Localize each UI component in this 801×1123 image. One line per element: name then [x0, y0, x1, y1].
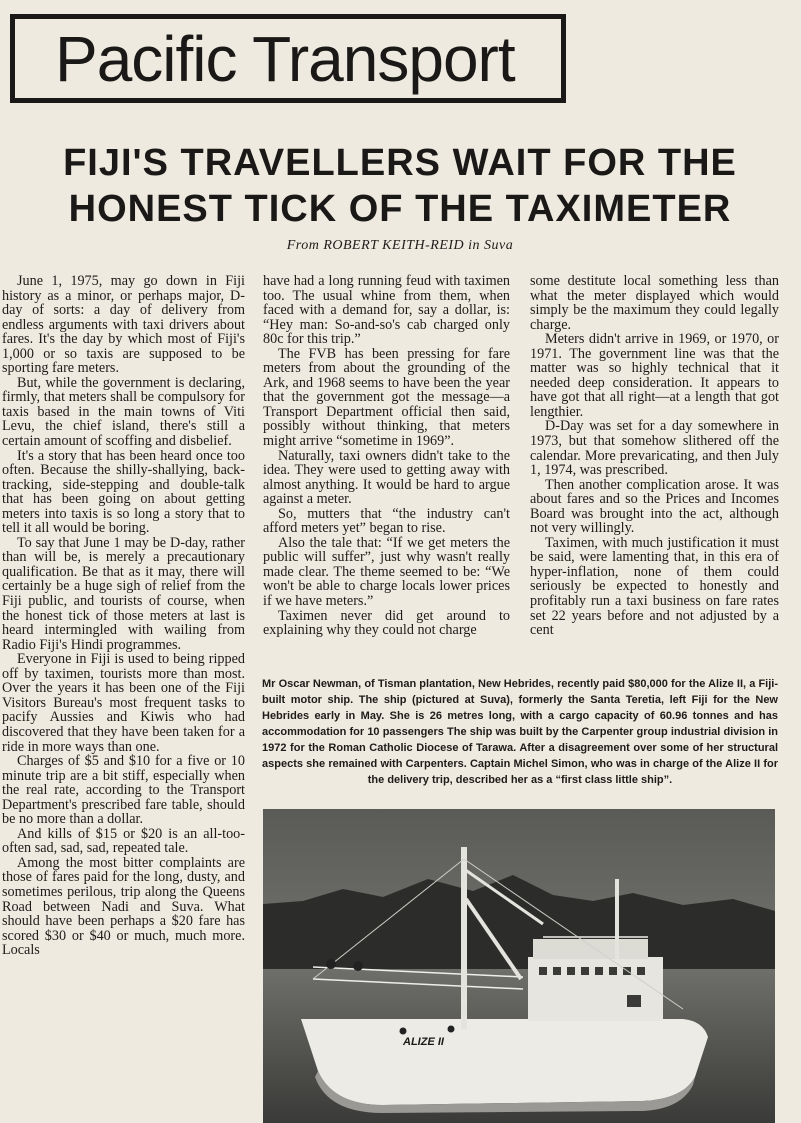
- paragraph: Then another complication arose. It was about fares and so the Prices and Incomes Board was brought into the act, although not very willingly.: [530, 476, 779, 537]
- ship-hull: [301, 1019, 708, 1105]
- section-title: Pacific Transport: [55, 22, 515, 95]
- paragraph: Charges of $5 and $10 for a five or 10 minute trip are a bit stiff, especially when the real rate, according to the Transport Department's prescribed fare table, should be no more than a dollar.: [2, 753, 245, 828]
- article-byline: From ROBERT KEITH-REID in Suva: [286, 238, 514, 253]
- article-column-2: [263, 274, 510, 664]
- paragraph: And kills of $15 or $20 is an all-too-often sad, sad, sad, repeated tale.: [2, 825, 245, 857]
- paragraph: June 1, 1975, may go down in Fiji history as a minor, or perhaps major, D-day of sorts: a day of delivery from endless arguments with taxi drivers about fares. It's the day by which most of Fiji's 1,000 or so taxis are supposed to be sporting fare meters.: [2, 274, 245, 377]
- paragraph: It's a story that has been heard once too often. Because the shilly-shallying, back-tracking, side-stepping and double-talk that has been going on about getting meters into taxis is so long a story that to tell it all would be boring.: [2, 447, 245, 537]
- paragraph: Meters didn't arrive in 1969, or 1970, or 1971. The government line was that the matter was so highly technical that it needed deep consideration. It appears to have got that all right—at a length that got lengthier.: [530, 331, 779, 420]
- ship-photo: [263, 809, 775, 1123]
- article-column-3: [530, 274, 779, 664]
- paragraph: Everyone in Fiji is used to being ripped off by taximen, tourists more than most. Over the years it has been one of the Fiji Visitors Bureau's most frequent tasks to pacify Aussies and Kiwis who had discovered that they have been taken for a ride in more ways than one.: [2, 651, 245, 755]
- paragraph: Taximen never did get around to explaining why they could not charge: [263, 607, 510, 639]
- paragraph: some destitute local something less than what the meter displayed which would simply be the maximum they could legally charge.: [530, 274, 779, 333]
- ship-deckhouse: [528, 957, 663, 1021]
- paragraph: To say that June 1 may be D-day, rather than will be, is merely a precautionary qualification. Be that as it may, there will certainly be a huge sigh of relief from the Fiji public, and tourists of course, when the honest tick of those meters at last is heard intermingled with wailing from Radio Fiji's Hindi programmes.: [2, 534, 245, 653]
- headline-line-2: HONEST TICK OF THE TAXIMETER: [68, 188, 732, 230]
- article-headline: [30, 140, 770, 232]
- paragraph: D-Day was set for a day somewhere in 1973, but that somehow slithered off the calendar. More prevaricating, and then July 1, 1974, was prescribed.: [530, 418, 779, 479]
- ship-hull-name: ALIZE II: [403, 1036, 444, 1048]
- paragraph: But, while the government is declaring, firmly, that meters shall be compulsory for taxis based in the main towns of Viti Levu, the chief island, there's still a certain amount of scoffing and disbelief.: [2, 374, 245, 450]
- paragraph: Also the tale that: “If we get meters the public will suffer”, just why wasn't really made clear. The theme seemed to be: “We won't be able to charge locals lower prices if we have meters.”: [263, 534, 510, 610]
- paragraph: Taximen, with much justification it must be said, were lamenting that, in this era of hyper-inflation, none of them could seriously be expected to honestly and profitably run a taxi business on fare rates set 22 years before and not adjusted by a cent: [530, 534, 779, 639]
- article-column-1: [2, 274, 245, 1120]
- paragraph: The FVB has been pressing for fare meters from about the grounding of the Ark, and 1968 seems to have been the year that the government got the message—a Transport Department official then said, possibly without thinking, that meters might arrive “sometime in 1969”.: [263, 345, 510, 450]
- paragraph: So, mutters that “the industry can't afford meters yet” began to rise.: [263, 505, 510, 537]
- section-masthead: [10, 14, 566, 103]
- headline-line-1: FIJI'S TRAVELLERS WAIT FOR THE: [63, 142, 737, 184]
- paragraph: Naturally, taxi owners didn't take to the idea. They were used to getting away with almost anything. It would be hard to argue against a meter.: [263, 447, 510, 508]
- paragraph: have had a long running feud with taximen too. The usual whine from them, when faced with a demand for, say a dollar, is: “Hey man: So-and-so's cab charged only 80c for this trip.”: [263, 274, 510, 348]
- ship-mast: [461, 847, 467, 1029]
- photo-caption: Mr Oscar Newman, of Tisman plantation, New Hebrides, recently paid $80,000 for the Alize II, a Fiji-built motor ship. The ship (pictured at Suva), formerly the Santa Teretia, left Fiji for the New Hebrides early in May. She is 26 metres long, with a cargo capacity of 60.96 tonnes and has accommodation for 10 passengers The ship was built by the Carpenter group industrial division in 1972 for the Roman Catholic Diocese of Tarawa. After a disagreement over some of her structural aspects she remained with Carpenters. Captain Michel Simon, who was in charge of the Alize II for the delivery trip, described her as a “first class little ship”.: [262, 678, 778, 786]
- paragraph: Among the most bitter complaints are those of fares paid for the long, dusty, and sometimes perilous, trip along the Queens Road between Nadi and Suva. What should have been perhaps a $20 fare has scored $30 or $40 or much, much more. Locals: [2, 854, 245, 959]
